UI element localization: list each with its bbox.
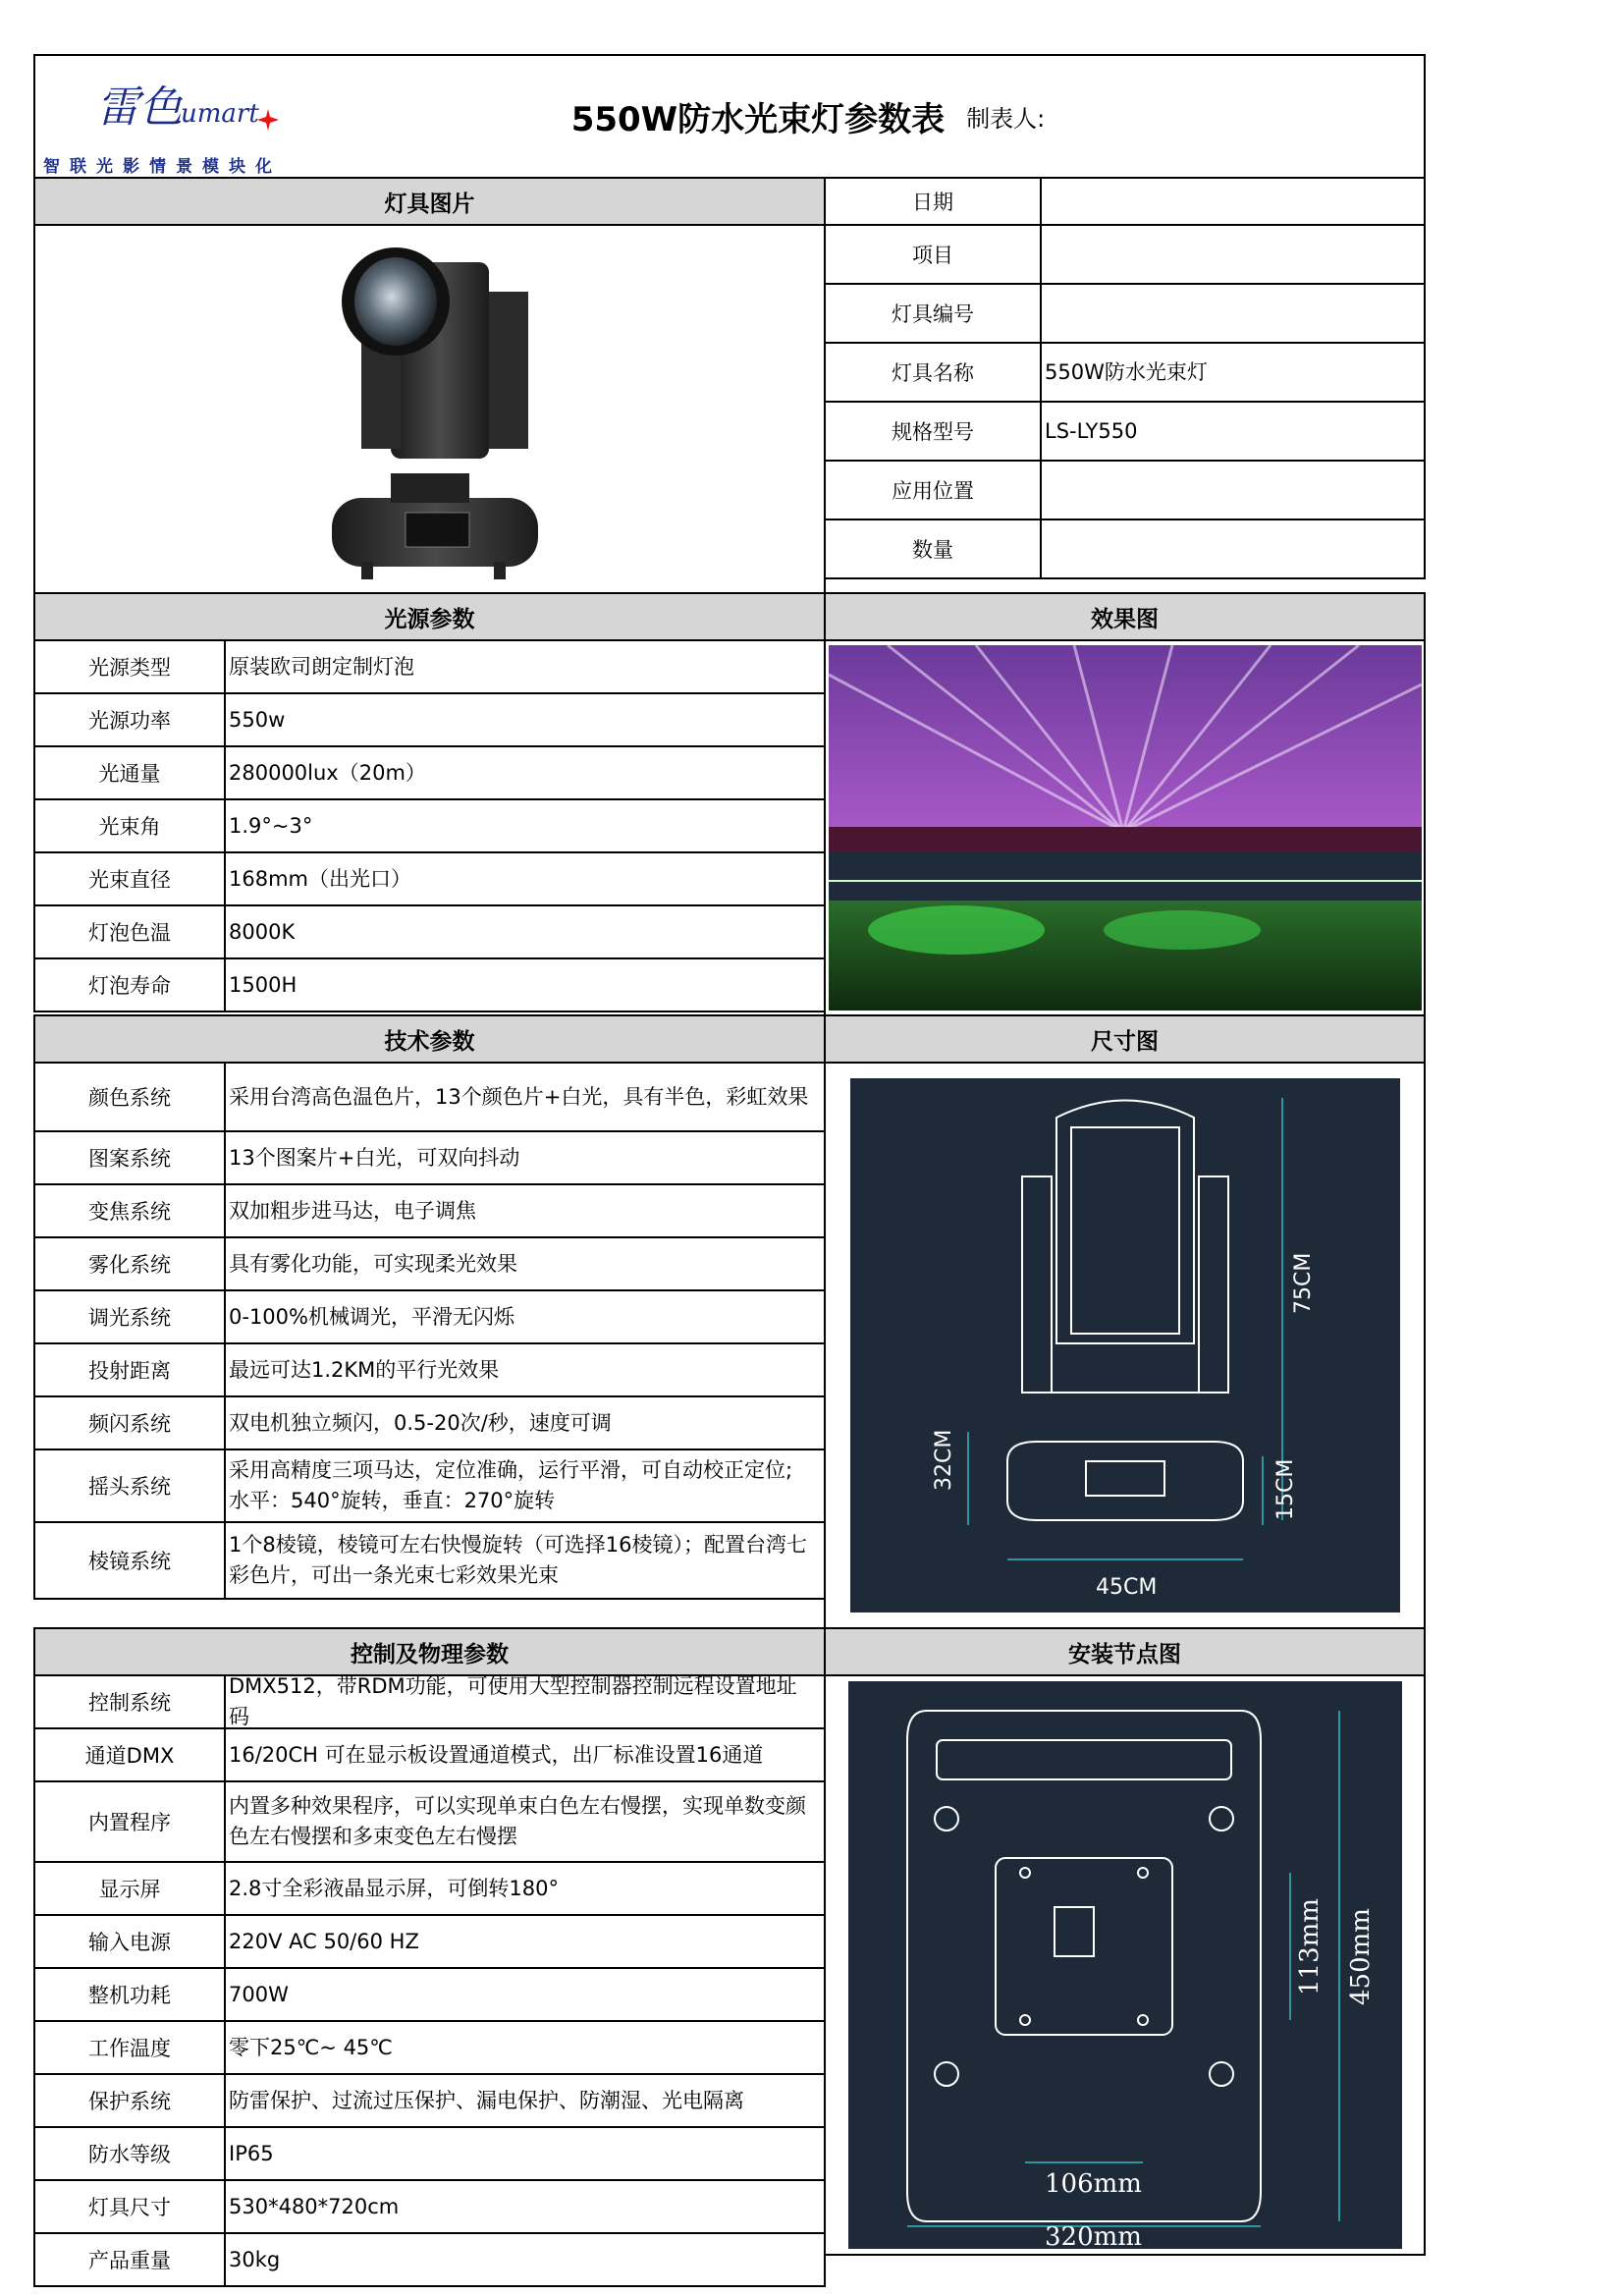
light-label-content: [88, 864, 171, 894]
control-value-content: [229, 1927, 419, 1957]
control-value: [224, 2179, 826, 2234]
tech-value: [224, 1449, 826, 1523]
light-value-text: 1.9°~3°: [229, 813, 313, 838]
logo-star-icon: [257, 109, 279, 131]
control-value-content: [229, 1791, 806, 1852]
control-label-text: 通道DMX: [84, 1744, 175, 1768]
light-label: [33, 798, 226, 853]
light-label-content: [88, 970, 171, 1000]
control-value-text: 530*480*720cm: [229, 2194, 400, 2218]
control-value-text: DMX512，带RDM功能，可使用大型控制器控制远程设置地址: [229, 1674, 797, 1698]
tech-value: [224, 1183, 826, 1238]
info-value: [1040, 342, 1426, 403]
light-label-text: 光通量: [98, 762, 161, 786]
tech-value-content: [229, 1455, 792, 1516]
tech-label-text: 图案系统: [88, 1147, 171, 1171]
tech-label-content: [88, 1546, 171, 1575]
info-label: [824, 224, 1042, 285]
effect-photo-cell: [824, 639, 1426, 1016]
light-label: [33, 957, 226, 1012]
control-value: [224, 1674, 826, 1729]
tech-label: [33, 1395, 226, 1450]
tech-value-content: [229, 1196, 476, 1227]
info-label: [824, 460, 1042, 520]
light-label-content: [99, 811, 161, 841]
light-value: [224, 851, 826, 906]
info-label-content: [892, 357, 974, 387]
control-value-text: 16/20CH 可在显示板设置通道模式，出厂标准设置16通道: [229, 1742, 764, 1767]
tech-label: [33, 1521, 226, 1600]
light-label: [33, 851, 226, 906]
info-label-content: [912, 187, 953, 216]
control-label: [33, 1914, 226, 1969]
tech-value-content: [229, 1249, 517, 1280]
control-value: [224, 2232, 826, 2287]
spec-sheet: [33, 54, 1426, 2272]
tech-value: [224, 1395, 826, 1450]
control-label-content: [88, 1927, 171, 1956]
control-value-text: 防雷保护、过流过压保护、漏电保护、防潮湿、光电隔离: [229, 2088, 744, 2112]
control-label: [33, 1780, 226, 1863]
light-value-content: [229, 652, 414, 683]
control-header: 控制及物理参数: [33, 1627, 826, 1676]
light-value-text: 550w: [229, 707, 286, 732]
info-label-text: 灯具名称: [892, 361, 974, 385]
light-value: [224, 798, 826, 853]
tech-label-content: [88, 1082, 171, 1112]
info-label-text: 规格型号: [892, 420, 974, 444]
tech-label-text: 投射距离: [88, 1359, 171, 1383]
tech-value-text: 0-100%机械调光，平滑无闪烁: [229, 1304, 514, 1329]
light-label-text: 光束角: [98, 815, 161, 839]
effect-header: 效果图: [824, 592, 1426, 641]
info-value: [1040, 519, 1426, 579]
dim-base: 15CM: [1272, 1458, 1298, 1520]
info-value: [1040, 224, 1426, 285]
control-label: [33, 1727, 226, 1782]
control-value: [224, 1967, 826, 2022]
sheet-title: 550W防水光束灯参数表: [570, 100, 946, 139]
control-label-content: [85, 1740, 175, 1770]
info-label-content: [892, 299, 974, 328]
info-label-text: 日期: [912, 191, 953, 214]
info-value: [1040, 283, 1426, 344]
tech-value-content: [229, 1530, 807, 1591]
info-value: [1040, 177, 1426, 226]
tech-value-content: [229, 1408, 612, 1439]
effect-photo: [829, 645, 1422, 1011]
technical-header: 技术参数: [33, 1014, 826, 1064]
tech-label-text: 频闪系统: [88, 1412, 171, 1436]
light-label-text: 灯泡寿命: [88, 974, 171, 998]
control-label-content: [88, 2245, 171, 2274]
dim-upper: 32CM: [931, 1429, 956, 1491]
control-value-text-line2: 色左右慢摆和多束变色左右慢摆: [229, 1825, 517, 1848]
control-value-text: 220V AC 50/60 HZ: [229, 1929, 419, 1953]
tech-label: [33, 1449, 226, 1523]
tech-value: [224, 1062, 826, 1132]
control-label-text: 输入电源: [88, 1931, 171, 1954]
info-label-text: 项目: [912, 244, 953, 267]
control-label-text: 防水等级: [88, 2143, 171, 2166]
tech-value-text: 采用高精度三项马达，定位准确，运行平滑，可自动校正定位;: [229, 1458, 793, 1482]
light-value: [224, 639, 826, 694]
mount-drawing: [848, 1681, 1402, 2249]
control-label-text: 保护系统: [88, 2090, 171, 2113]
tech-label-text: 雾化系统: [88, 1253, 171, 1277]
light-label: [33, 639, 226, 694]
tech-label-content: [88, 1143, 171, 1173]
control-value-text: 30kg: [229, 2247, 281, 2271]
info-label: [824, 342, 1042, 403]
light-label-content: [88, 917, 171, 947]
control-value-text: IP65: [229, 2141, 274, 2165]
control-value: [224, 2126, 826, 2181]
info-label-text: 数量: [912, 538, 953, 562]
control-label: [33, 2179, 226, 2234]
light-label-content: [99, 758, 161, 788]
control-label: [33, 2020, 226, 2075]
dimension-drawing: [850, 1078, 1400, 1613]
info-label: [824, 283, 1042, 344]
logo-script: umart: [181, 99, 259, 129]
control-value-text: 内置多种效果程序，可以实现单束白色左右慢摆，实现单数变颜: [229, 1794, 806, 1818]
tech-value-text: 双电机独立频闪，0.5-20次/秒，速度可调: [229, 1410, 612, 1435]
light-label-text: 灯泡色温: [88, 921, 171, 945]
light-source-header: 光源参数: [33, 592, 826, 641]
tech-value-text: 13个图案片+白光，可双向抖动: [229, 1145, 520, 1170]
tech-label-content: [88, 1302, 171, 1332]
control-label-content: [88, 2033, 171, 2062]
light-label-content: [88, 705, 171, 735]
control-label: [33, 1861, 226, 1916]
control-label-content: [88, 2139, 171, 2168]
mount-drawing-cell: [824, 1674, 1426, 2256]
info-value: [1040, 401, 1426, 462]
light-value-text: 280000lux（20m）: [229, 760, 426, 785]
control-value-text-line2: 码: [229, 1705, 249, 1728]
logo-brand: 雷色: [96, 82, 183, 133]
control-label-content: [88, 2086, 171, 2115]
tech-label: [33, 1130, 226, 1185]
control-value: [224, 2020, 826, 2075]
control-value: [224, 1861, 826, 1916]
light-label-text: 光源类型: [88, 656, 171, 680]
info-label-content: [912, 240, 953, 269]
control-label: [33, 2073, 226, 2128]
control-value: [224, 1780, 826, 1863]
info-label-text: 应用位置: [892, 479, 974, 503]
tech-label: [33, 1289, 226, 1344]
info-value-content: [1045, 357, 1208, 388]
tech-value-text-line2: 彩色片，可出一条光束七彩效果光束: [229, 1563, 559, 1587]
light-value-text: 1500H: [229, 972, 298, 997]
light-label: [33, 904, 226, 959]
control-label: [33, 1967, 226, 2022]
control-value-content: [229, 2245, 280, 2275]
tech-value-text: 采用台湾高色温色片，13个颜色片+白光，具有半色，彩虹效果: [229, 1084, 809, 1109]
tech-value: [224, 1130, 826, 1185]
tech-value-content: [229, 1302, 514, 1333]
tech-label-text: 棱镜系统: [88, 1550, 171, 1573]
image-header: 灯具图片: [33, 177, 826, 226]
light-value-content: [229, 970, 297, 1001]
dimension-header: 尺寸图: [824, 1014, 1426, 1064]
info-label-content: [892, 416, 974, 446]
company-logo: [43, 62, 338, 178]
light-label: [33, 692, 226, 747]
mount-dim-inner-h: 113mm: [1294, 1898, 1325, 1995]
info-value-content: [1045, 416, 1137, 447]
tech-label-content: [88, 1471, 171, 1501]
tech-value: [224, 1342, 826, 1397]
control-label-text: 显示屏: [98, 1878, 161, 1901]
control-label-content: [88, 2192, 171, 2221]
tech-value-text: 最远可达1.2KM的平行光效果: [229, 1357, 500, 1382]
tech-value-content: [229, 1082, 808, 1113]
control-label-content: [88, 1687, 171, 1717]
tech-value-text: 1个8棱镜，棱镜可左右快慢旋转（可选择16棱镜）；配置台湾七: [229, 1533, 807, 1557]
light-value-content: [229, 811, 312, 842]
control-label-text: 工作温度: [88, 2037, 171, 2060]
dim-height: 75CM: [1290, 1252, 1316, 1314]
light-label: [33, 745, 226, 800]
dim-width: 45CM: [1095, 1575, 1157, 1600]
control-value-content: [229, 1740, 763, 1771]
control-value-content: [229, 2192, 399, 2222]
control-label-text: 灯具尺寸: [88, 2196, 171, 2219]
light-value-text: 8000K: [229, 919, 296, 944]
light-value: [224, 745, 826, 800]
tech-label: [33, 1183, 226, 1238]
control-label-content: [88, 1807, 171, 1836]
tech-value-content: [229, 1143, 519, 1174]
info-value: [1040, 460, 1426, 520]
tech-label-content: [88, 1249, 171, 1279]
light-value-text: 原装欧司朗定制灯泡: [229, 654, 414, 679]
info-label-content: [892, 475, 974, 505]
tech-value-text: 具有雾化功能，可实现柔光效果: [229, 1251, 517, 1276]
control-value-text: 零下25℃~ 45℃: [229, 2035, 393, 2059]
light-value-text: 168mm（出光口）: [229, 866, 411, 891]
light-value: [224, 957, 826, 1012]
control-label: [33, 1674, 226, 1729]
light-value-content: [229, 705, 285, 736]
control-label: [33, 2126, 226, 2181]
tech-label: [33, 1342, 226, 1397]
control-value-content: [229, 2033, 393, 2063]
mount-header: 安装节点图: [824, 1627, 1426, 1676]
light-value: [224, 904, 826, 959]
info-label: [824, 401, 1042, 462]
info-label-text: 灯具编号: [892, 302, 974, 326]
light-value-content: [229, 917, 295, 948]
control-value: [224, 1914, 826, 1969]
info-label-content: [912, 534, 953, 564]
control-label-text: 整机功耗: [88, 1984, 171, 2007]
tech-value: [224, 1521, 826, 1600]
control-value: [224, 2073, 826, 2128]
tech-label: [33, 1062, 226, 1132]
tech-label-content: [88, 1196, 171, 1226]
light-value-content: [229, 758, 426, 789]
control-value: [224, 1727, 826, 1782]
tech-value: [224, 1289, 826, 1344]
info-label: [824, 519, 1042, 579]
light-label-text: 光源功率: [88, 709, 171, 733]
control-value-content: [229, 2139, 274, 2169]
control-label-text: 控制系统: [88, 1691, 171, 1715]
title-row: [33, 54, 1426, 179]
control-value-content: [229, 1674, 797, 1729]
tech-value-text-line2: 水平：540°旋转，垂直：270°旋转: [229, 1489, 556, 1512]
control-value-content: [229, 1980, 289, 2010]
info-label: [824, 177, 1042, 226]
dimension-drawing-cell: [824, 1062, 1426, 1629]
fixture-photo: [302, 233, 558, 586]
control-label-content: [99, 1874, 161, 1903]
tech-label: [33, 1236, 226, 1291]
control-value-text: 700W: [229, 1982, 289, 2006]
light-label-text: 光束直径: [88, 868, 171, 892]
info-value-text: 550W防水光束灯: [1045, 359, 1208, 384]
control-label-content: [88, 1980, 171, 2009]
tech-label-text: 调光系统: [88, 1306, 171, 1330]
tech-label-text: 颜色系统: [88, 1086, 171, 1110]
mount-dim-outer-w: 320mm: [1044, 2222, 1142, 2249]
info-value-text: LS-LY550: [1045, 418, 1138, 443]
fixture-photo-cell: [33, 224, 826, 594]
control-value-content: [229, 1874, 559, 1904]
logo-slogan: 智联光影情景模块化: [43, 157, 282, 177]
tech-value-content: [229, 1355, 499, 1386]
tech-label-text: 变焦系统: [88, 1200, 171, 1224]
light-value: [224, 692, 826, 747]
control-label: [33, 2232, 226, 2287]
mount-dim-outer-h: 450mm: [1345, 1908, 1376, 2005]
tech-value: [224, 1236, 826, 1291]
tech-value-text: 双加粗步进马达，电子调焦: [229, 1198, 476, 1223]
control-label-text: 内置程序: [88, 1811, 171, 1834]
light-label-content: [88, 652, 171, 682]
mount-dim-inner-w: 106mm: [1044, 2169, 1142, 2199]
maker-label: 制表人:: [966, 105, 1046, 133]
control-value-content: [229, 2086, 744, 2116]
tech-label-text: 摇头系统: [88, 1475, 171, 1499]
light-value-content: [229, 864, 411, 895]
control-label-text: 产品重量: [88, 2249, 171, 2272]
tech-label-content: [88, 1408, 171, 1438]
control-value-text: 2.8寸全彩液晶显示屏，可倒转180°: [229, 1876, 559, 1900]
tech-label-content: [88, 1355, 171, 1385]
